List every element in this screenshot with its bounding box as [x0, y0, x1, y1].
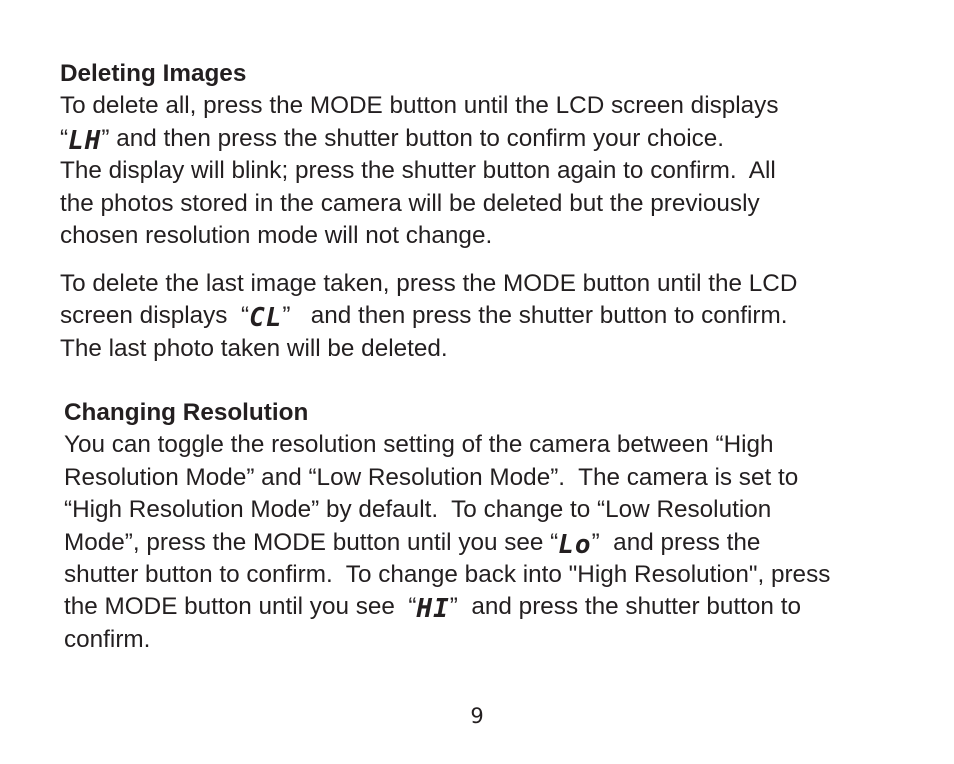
paragraph-text: ” and then press the shutter button to confirm your choice.	[101, 124, 725, 152]
paragraph-line: To delete the last image taken, press the MODE button until the LCD	[60, 270, 798, 297]
paragraph-line: You can toggle the resolution setting of the camera between “High	[64, 431, 774, 459]
paragraph-line: The display will blink; press the shutter button again to confirm. All	[60, 157, 776, 185]
paragraph-line: “High Resolution Mode” by default. To change to “Low Resolution	[64, 496, 772, 524]
paragraph-line: The last photo taken will be deleted.	[60, 334, 448, 362]
section-heading: Deleting Images	[60, 60, 247, 87]
paragraph-line: shutter button to confirm. To change back into "High Resolution", press	[64, 560, 831, 588]
section-heading: Changing Resolution	[64, 399, 309, 426]
lcd-delete-all-symbol: LH	[68, 125, 102, 156]
paragraph-line	[64, 527, 830, 559]
paragraph-line	[60, 123, 778, 155]
paragraph-text: ” and press the	[591, 528, 761, 556]
paragraph-text: Mode”, press the MODE button until you see “	[64, 528, 559, 556]
quote-open: “	[60, 124, 69, 152]
paragraph-line: the photos stored in the camera will be deleted but the previously	[60, 189, 760, 217]
paragraph-line	[64, 591, 830, 623]
paragraph-line	[60, 300, 797, 332]
paragraph-line: chosen resolution mode will not change.	[60, 221, 493, 249]
delete-last-section	[60, 268, 797, 365]
lcd-low-res-symbol: Lo	[558, 529, 592, 560]
paragraph-text: ” and press the shutter button to	[449, 593, 801, 621]
paragraph-line: confirm.	[64, 625, 151, 653]
lcd-high-res-symbol: HI	[416, 594, 450, 625]
paragraph-text: ” and then press the shutter button to confirm.	[282, 302, 788, 330]
page-number: 9	[470, 704, 484, 728]
deleting-images-section	[60, 58, 778, 252]
changing-resolution-section	[64, 397, 830, 656]
paragraph-text: the MODE button until you see “	[64, 593, 417, 621]
lcd-delete-last-symbol: CL	[249, 303, 283, 334]
paragraph-text: screen displays “	[60, 302, 250, 330]
paragraph-line: Resolution Mode” and “Low Resolution Mode”. The camera is set to	[64, 463, 799, 491]
paragraph-line: To delete all, press the MODE button until the LCD screen displays	[60, 92, 779, 120]
